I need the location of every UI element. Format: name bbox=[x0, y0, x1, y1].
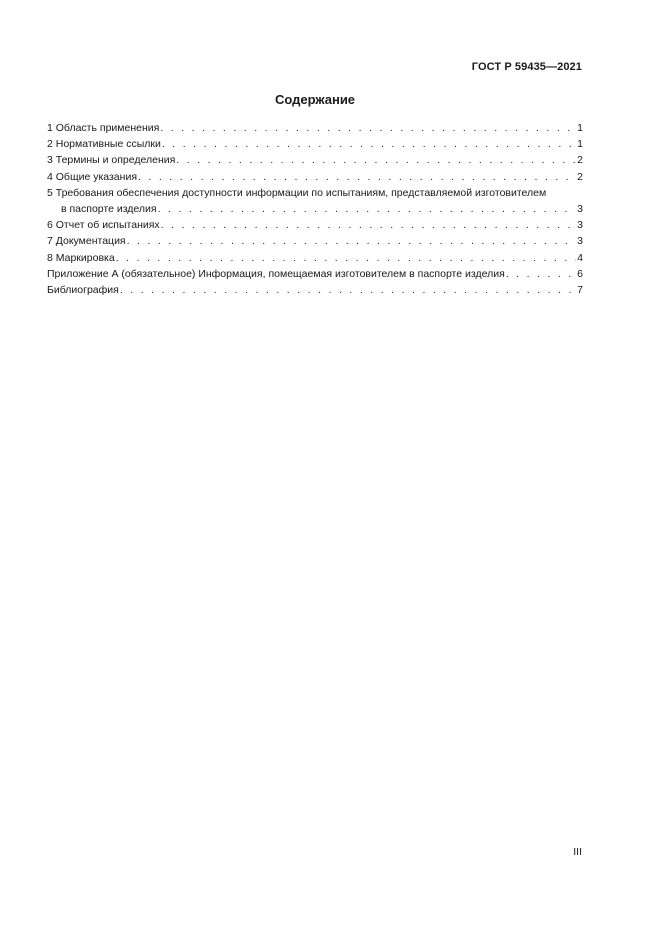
toc-item-label: 7 Документация bbox=[47, 235, 126, 248]
toc-item[interactable] bbox=[47, 282, 583, 298]
toc-leader-dots bbox=[138, 169, 576, 185]
toc-item-page: 2 bbox=[577, 170, 583, 183]
toc-item-label: Библиография bbox=[47, 284, 119, 297]
toc-leader-dots bbox=[116, 250, 576, 266]
toc-item[interactable] bbox=[47, 169, 583, 185]
toc-item-page: 7 bbox=[577, 284, 583, 297]
toc-item[interactable] bbox=[47, 120, 583, 136]
toc-item-label: 6 Отчет об испытаниях bbox=[47, 219, 160, 232]
toc-item-label: Приложение А (обязательное) Информация, помещаемая изготовителем в паспорте изделия bbox=[47, 267, 505, 280]
toc-item-label: 2 Нормативные ссылки bbox=[47, 138, 161, 151]
toc-item[interactable] bbox=[47, 233, 583, 249]
page-number: III bbox=[573, 846, 582, 858]
toc-item[interactable] bbox=[47, 266, 583, 282]
toc-item[interactable] bbox=[47, 136, 583, 152]
toc-item-page: 3 bbox=[577, 219, 583, 232]
toc-item-page: 3 bbox=[577, 203, 583, 216]
toc-item-label-line1[interactable]: 5 Требования обеспечения доступности информации по испытаниям, представляемой изготовителем bbox=[47, 186, 547, 199]
toc-leader-dots bbox=[120, 282, 576, 298]
toc-item[interactable] bbox=[47, 217, 583, 233]
document-code: ГОСТ Р 59435—2021 bbox=[471, 61, 582, 73]
toc-item[interactable] bbox=[47, 152, 583, 168]
toc-leader-dots bbox=[161, 217, 576, 233]
toc-item-page: 4 bbox=[577, 251, 583, 264]
toc-item-page: 2 bbox=[577, 154, 583, 167]
toc-item-label: 1 Область применения bbox=[47, 122, 160, 134]
toc-leader-dots bbox=[162, 136, 576, 152]
table-of-contents bbox=[47, 120, 583, 298]
toc-item-page: 3 bbox=[577, 235, 583, 248]
toc-leader-dots bbox=[506, 266, 576, 282]
toc-leader-dots bbox=[176, 152, 576, 168]
toc-item[interactable] bbox=[47, 250, 583, 266]
toc-item-label-line2: в паспорте изделия bbox=[61, 203, 157, 216]
toc-item-label: 3 Термины и определения bbox=[47, 154, 176, 167]
toc-item-label: 8 Маркировка bbox=[47, 251, 115, 264]
toc-item[interactable] bbox=[47, 201, 583, 217]
toc-item-page: 1 bbox=[577, 138, 583, 151]
toc-item-label: 4 Общие указания bbox=[47, 170, 137, 183]
toc-item-page: 1 bbox=[577, 122, 583, 134]
toc-item-page: 6 bbox=[577, 267, 583, 280]
toc-title: Содержание bbox=[274, 92, 356, 107]
toc-leader-dots bbox=[158, 201, 577, 217]
toc-leader-dots bbox=[160, 120, 576, 136]
toc-leader-dots bbox=[127, 233, 577, 249]
